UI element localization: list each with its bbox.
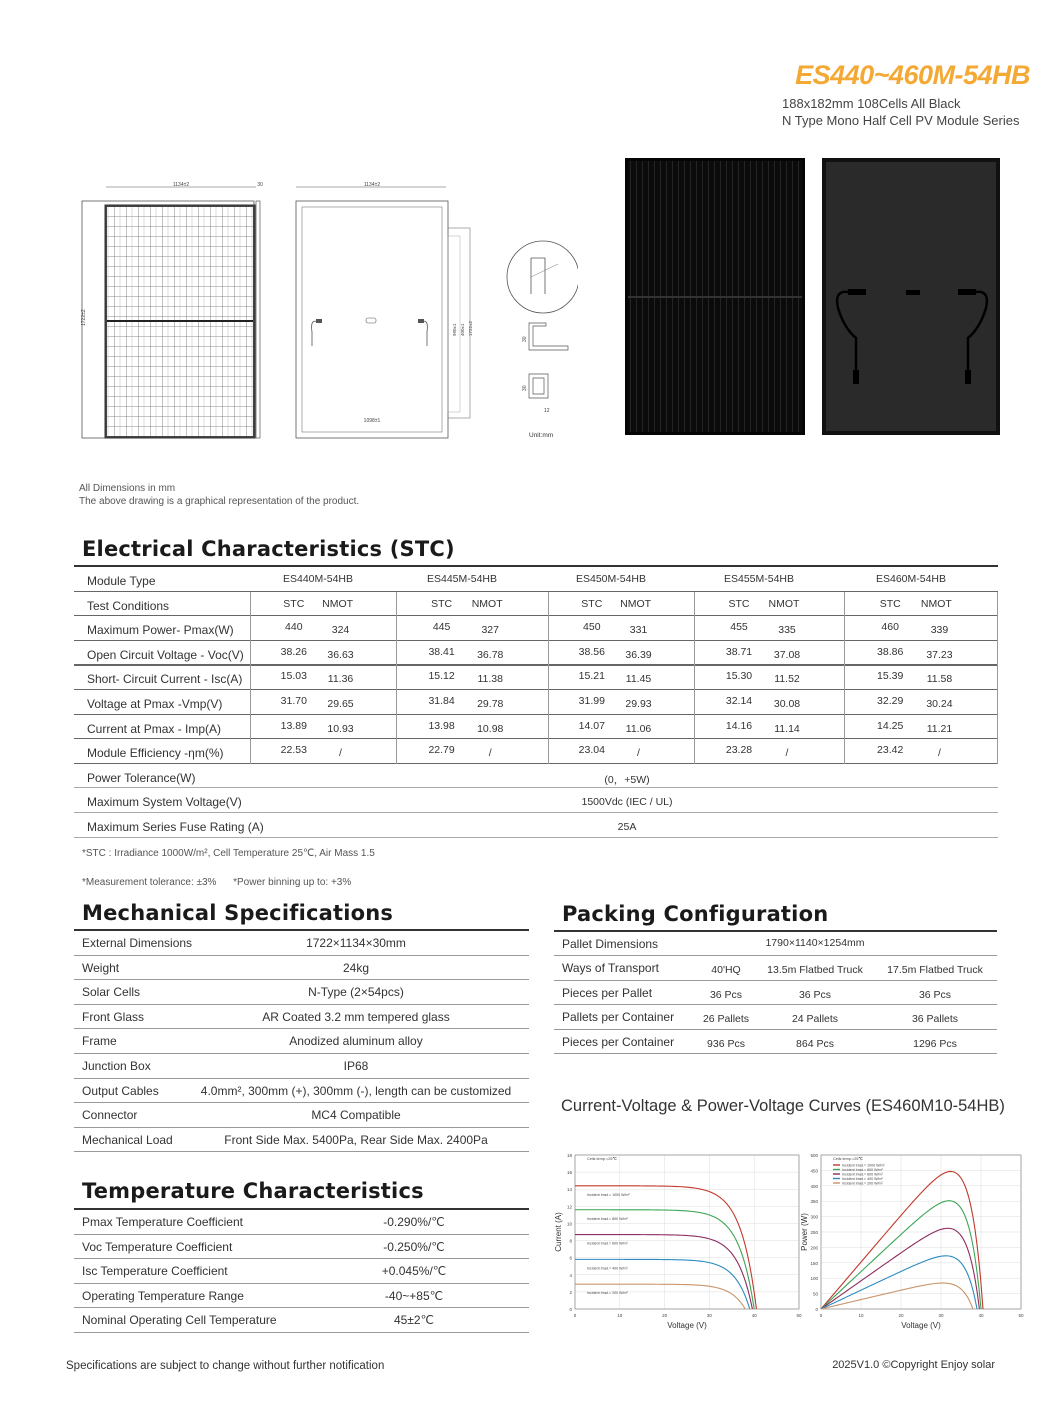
table-row-divider [74, 837, 998, 838]
packing-title: Packing Configuration [562, 902, 829, 926]
table-row-divider [554, 980, 997, 981]
temperature-title: Temperature Characteristics [82, 1179, 424, 1203]
row-value: MC4 Compatible [311, 1108, 401, 1123]
table-row-divider [554, 1004, 997, 1005]
stc-header: STC [728, 597, 750, 610]
table-column-divider [396, 592, 397, 764]
stc-value: 38.56 [578, 645, 605, 658]
y-tick-label: 400 [810, 1183, 818, 1189]
stc-value: 15.21 [578, 670, 605, 683]
profile-12: 12 [544, 408, 550, 414]
x-tick-label: 10 [617, 1313, 623, 1318]
span-value: 25A [617, 821, 637, 833]
x-axis-label: Voltage (V) [901, 1321, 941, 1330]
stc-value: 15.12 [428, 670, 455, 683]
nmot-value: 36.63 [327, 648, 354, 661]
series-line [575, 1284, 745, 1309]
stc-value: 13.89 [280, 719, 307, 732]
y-tick-label: 12 [566, 1204, 572, 1210]
nmot-value: 10.98 [477, 722, 504, 735]
nmot-value: 29.93 [625, 698, 652, 710]
x-tick-label: 30 [938, 1313, 944, 1318]
row-value: 36 Pcs [918, 988, 952, 1001]
table-row-divider [74, 640, 998, 641]
y-tick-label: 4 [569, 1272, 572, 1278]
y-tick-label: 200 [810, 1245, 818, 1251]
curves-title: Current-Voltage & Power-Voltage Curves (ES460M10-54HB) [561, 1097, 1005, 1115]
stc-value: 31.84 [428, 695, 455, 707]
table-row-divider [74, 763, 998, 764]
rear-photo [822, 158, 1000, 435]
profile-30a: 30 [522, 336, 528, 342]
x-tick-label: 40 [978, 1313, 984, 1318]
legend-label: Incident Irrad.= 200 W/m² [842, 1181, 883, 1186]
y-tick-label: 14 [566, 1187, 572, 1193]
footer-copyright: 2025V1.0 ©Copyright Enjoy solar [832, 1359, 995, 1371]
series-label: Incident Irrad.= 800 W/m² [587, 1216, 628, 1221]
row-value: -0.250%/℃ [383, 1239, 445, 1254]
nmot-value: 10.93 [327, 722, 354, 735]
y-tick-label: 250 [810, 1230, 818, 1235]
series-line [821, 1171, 983, 1309]
x-tick-label: 50 [796, 1313, 802, 1318]
nmot-value: 11.58 [926, 673, 953, 686]
row-value: Anodized aluminum alloy [289, 1034, 423, 1049]
stc-header: STC [879, 597, 901, 610]
row-value: -0.290%/℃ [383, 1215, 445, 1229]
nmot-value: / [938, 747, 941, 760]
y-tick-label: 350 [810, 1199, 818, 1205]
nmot-value: 30.08 [773, 698, 801, 710]
profile-30b: 30 [522, 385, 528, 391]
row-label: Pieces per Pallet [562, 985, 653, 1000]
stc-value: 455 [730, 621, 748, 634]
nmot-value: 36.39 [625, 648, 652, 661]
row-label: Front Glass [82, 1009, 145, 1024]
x-tick-label: 0 [573, 1313, 577, 1318]
row-label-test-conditions: Test Conditions [87, 598, 170, 613]
model-title: ES440~460M-54HB [795, 60, 1030, 90]
y-axis-label: Power (W) [800, 1213, 809, 1251]
span-value: 1500Vdc (IEC / UL) [581, 796, 673, 809]
model-name: ES460M-54HB [875, 573, 947, 585]
row-label: Mechanical Load [82, 1132, 173, 1147]
row-value: 1722×1134×30mm [306, 936, 406, 950]
stc-value: 31.99 [578, 695, 605, 707]
y-tick-label: 2 [569, 1289, 572, 1295]
y-tick-label: 50 [812, 1291, 818, 1297]
stc-value: 14.07 [578, 719, 605, 732]
electrical-title: Electrical Characteristics (STC) [82, 537, 455, 561]
table-column-divider [250, 592, 251, 764]
row-value: N-Type (2×54pcs) [308, 985, 404, 1000]
row-value: IP68 [343, 1059, 369, 1073]
y-tick-label: 100 [810, 1276, 818, 1282]
x-tick-label: 0 [819, 1313, 823, 1318]
nmot-value: / [785, 747, 789, 760]
row-label: Voc Temperature Coefficient [82, 1239, 233, 1254]
dim-a: 990±1 [452, 323, 457, 336]
nmot-value: 30.24 [926, 698, 953, 710]
row-value: 40'HQ [711, 964, 741, 977]
mechanical-title: Mechanical Specifications [82, 901, 394, 925]
stc-value: 15.39 [877, 670, 904, 683]
stc-value: 14.25 [877, 719, 904, 732]
stc-value: 38.86 [877, 645, 904, 658]
table-row-divider [74, 1078, 529, 1079]
nmot-value: 29.78 [477, 698, 504, 710]
nmot-value: 29.65 [327, 698, 354, 710]
nmot-value: / [637, 747, 640, 760]
note-stc: *STC : Irradiance 1000W/m², Cell Temperature 25℃, Air Mass 1.5 [82, 848, 375, 859]
row-label: Nominal Operating Cell Temperature [82, 1313, 277, 1328]
row-value: 45±2℃ [393, 1313, 435, 1328]
subtitle-cells: 188x182mm 108Cells All Black [782, 96, 961, 111]
row-label: Ways of Transport [562, 961, 659, 976]
chart-annotation: Cells temp.=25℃ [587, 1157, 617, 1161]
stc-value: 31.70 [280, 695, 307, 707]
table-row-divider [74, 689, 998, 690]
y-tick-label: 16 [566, 1170, 572, 1176]
model-name: ES450M-54HB [575, 573, 647, 585]
series-line [821, 1256, 977, 1309]
mechanical-table [74, 931, 529, 1153]
stc-value: 460 [881, 621, 899, 634]
table-row-divider [74, 1258, 529, 1259]
nmot-value: 335 [778, 624, 796, 637]
nmot-value: 324 [331, 624, 350, 637]
nmot-value: 11.14 [774, 722, 800, 735]
x-tick-label: 20 [662, 1313, 668, 1318]
subtitle-series: N Type Mono Half Cell PV Module Series [782, 113, 1020, 128]
model-name: ES440M-54HB [282, 573, 354, 585]
table-row-divider [74, 1283, 529, 1284]
nmot-value: 11.38 [477, 673, 503, 686]
row-label: Pallet Dimensions [562, 937, 659, 951]
dim-height-front: 1722±2 [81, 309, 87, 326]
stc-value: 23.28 [725, 744, 753, 757]
row-label: External Dimensions [82, 936, 193, 950]
legend-label: Incident Irrad.= 400 W/m² [842, 1176, 883, 1181]
table-column-divider [548, 592, 549, 764]
table-row-divider [74, 664, 998, 665]
stc-value: 22.79 [428, 744, 455, 757]
row-value: 13.5m Flatbed Truck [767, 964, 863, 977]
row-label: Pallets per Container [562, 1010, 675, 1025]
row-label: Isc Temperature Coefficient [82, 1264, 228, 1279]
stc-value: 23.42 [877, 744, 904, 757]
note-dimensions: All Dimensions in mm [79, 483, 176, 494]
row-value: 36 Pallets [911, 1013, 959, 1026]
stc-value: 14.16 [725, 719, 753, 732]
stc-header: STC [581, 597, 603, 610]
row-value: +0.045%/℃ [381, 1264, 447, 1279]
model-name: ES455M-54HB [723, 573, 795, 585]
series-line [821, 1228, 979, 1309]
stc-value: 22.53 [280, 744, 307, 757]
row-value: 1790×1140×1254mm [765, 937, 865, 949]
table-row-divider [74, 1332, 529, 1333]
stc-value: 38.71 [725, 645, 753, 658]
x-tick-label: 30 [706, 1313, 712, 1318]
row-label: Connector [82, 1108, 138, 1123]
nmot-value: / [339, 747, 342, 760]
row-label: Frame [82, 1034, 117, 1049]
dim-width-front: 1134±2 [172, 182, 190, 188]
row-label: Power Tolerance(W) [87, 770, 196, 785]
row-value: 36 Pcs [709, 988, 743, 1001]
y-tick-label: 10 [566, 1221, 572, 1227]
x-tick-label: 10 [858, 1313, 864, 1318]
row-label: Operating Temperature Range [82, 1288, 244, 1303]
nmot-value: / [488, 747, 492, 760]
series-line [575, 1235, 752, 1309]
y-tick-label: 450 [810, 1168, 818, 1174]
table-column-divider [997, 592, 998, 764]
x-tick-label: 50 [1018, 1313, 1024, 1318]
x-axis-label: Voltage (V) [667, 1321, 707, 1330]
stc-value: 445 [432, 621, 451, 634]
front-photo [625, 158, 805, 435]
dim-b: 400±1 [460, 323, 465, 336]
nmot-value: 37.08 [773, 648, 801, 661]
nmot-header: NMOT [768, 597, 800, 610]
temperature-table [74, 1210, 529, 1334]
row-label: Weight [82, 960, 120, 975]
stc-value: 32.14 [725, 695, 753, 707]
table-row-divider [74, 787, 998, 788]
stc-value: 440 [285, 621, 303, 634]
row-label: Solar Cells [82, 985, 141, 1000]
row-value: Front Side Max. 5400Pa, Rear Side Max. 2400Pa [224, 1132, 488, 1147]
nmot-value: 339 [930, 624, 949, 637]
table-row-divider [74, 1151, 529, 1152]
model-name: ES445M-54HB [426, 573, 498, 585]
row-label: Short- Circuit Current - Isc(A) [87, 672, 243, 687]
table-column-divider [844, 592, 845, 764]
row-value: 864 Pcs [796, 1037, 834, 1050]
table-row-divider [554, 1053, 997, 1054]
row-label: Maximum System Voltage(V) [87, 795, 242, 810]
table-row-divider [74, 591, 998, 592]
stc-value: 13.98 [428, 719, 455, 732]
stc-header: STC [431, 597, 453, 610]
row-value: 24 Pallets [791, 1013, 839, 1026]
stc-value: 38.26 [280, 645, 307, 658]
legend-label: Incident Irrad.= 600 W/m² [842, 1172, 883, 1177]
x-tick-label: 40 [751, 1313, 757, 1318]
table-row-divider [74, 1234, 529, 1235]
dim-c: 1722±2 [468, 321, 473, 336]
nmot-value: 331 [629, 624, 648, 637]
row-value: -40~+85℃ [384, 1288, 444, 1303]
legend-label: Incident Irrad.= 800 W/m² [842, 1167, 883, 1172]
series-label: Incident Irrad.= 1000 W/m² [587, 1192, 630, 1197]
nmot-value: 37.23 [926, 648, 953, 661]
nmot-value: 36.78 [477, 648, 504, 661]
row-label: Open Circuit Voltage - Voc(V) [87, 647, 244, 662]
nmot-value: 11.36 [327, 673, 354, 686]
row-label-module-type: Module Type [87, 574, 156, 588]
row-label: Current at Pmax - Imp(A) [87, 721, 222, 736]
stc-value: 15.30 [725, 670, 753, 683]
nmot-header: NMOT [920, 597, 952, 610]
y-tick-label: 8 [569, 1238, 572, 1244]
row-label: Pieces per Container [562, 1034, 675, 1049]
technical-drawing [78, 176, 578, 446]
table-row-divider [74, 714, 998, 715]
row-value: 1296 Pcs [913, 1037, 957, 1050]
y-tick-label: 18 [566, 1153, 572, 1158]
dim-mount: 1098±1 [363, 418, 381, 424]
nmot-header: NMOT [471, 597, 503, 610]
y-tick-label: 6 [569, 1255, 572, 1261]
table-row-divider [74, 955, 529, 956]
span-value: (0，+5W) [604, 773, 650, 786]
y-tick-label: 300 [810, 1214, 818, 1220]
stc-value: 38.41 [428, 645, 455, 658]
y-tick-label: 500 [810, 1153, 818, 1158]
nmot-value: 11.06 [625, 722, 652, 735]
packing-table [554, 932, 997, 1057]
nmot-header: NMOT [620, 597, 652, 610]
row-label: Voltage at Pmax -Vmp(V) [87, 697, 223, 711]
legend-label: Incident Irrad.= 1000 W/m² [842, 1163, 885, 1168]
table-row-divider [74, 812, 998, 813]
row-value: 24kg [342, 960, 370, 975]
table-row-divider [74, 1053, 529, 1054]
row-label: Pmax Temperature Coefficient [82, 1215, 243, 1229]
table-row-divider [74, 1102, 529, 1103]
y-tick-label: 0 [569, 1307, 572, 1312]
series-label: Incident Irrad.= 200 W/m² [587, 1291, 628, 1296]
unit-label: Unit:mm [529, 432, 554, 439]
chart-annotation: Cells temp.=25℃ [833, 1157, 863, 1161]
table-row-divider [554, 955, 997, 956]
row-label: Maximum Series Fuse Rating (A) [87, 820, 264, 834]
table-row-divider [74, 1127, 529, 1128]
stc-header: STC [283, 597, 305, 610]
nmot-value: 327 [481, 624, 499, 637]
dim-depth: 30 [257, 182, 263, 188]
series-line [821, 1283, 973, 1309]
y-tick-label: 150 [810, 1260, 818, 1266]
table-row-divider [74, 1028, 529, 1029]
table-row-divider [74, 979, 529, 980]
row-value: 26 Pallets [702, 1013, 750, 1026]
nmot-value: 11.45 [625, 673, 652, 686]
y-tick-label: 0 [815, 1307, 818, 1312]
row-value: 936 Pcs [707, 1037, 745, 1050]
row-value: 17.5m Flatbed Truck [887, 964, 983, 977]
electrical-table [74, 567, 998, 834]
row-label: Module Efficiency -ηm(%) [87, 746, 224, 761]
series-label: Incident Irrad.= 400 W/m² [587, 1266, 628, 1271]
x-tick-label: 20 [898, 1313, 904, 1318]
table-row-divider [74, 1004, 529, 1005]
table-row-divider [74, 615, 998, 616]
plot-frame [575, 1155, 799, 1309]
stc-value: 15.03 [280, 670, 307, 683]
row-value: AR Coated 3.2 mm tempered glass [262, 1009, 450, 1024]
nmot-value: 11.52 [774, 673, 800, 686]
series-label: Incident Irrad.= 600 W/m² [587, 1241, 628, 1246]
row-label: Output Cables [82, 1083, 159, 1098]
row-label: Junction Box [82, 1059, 151, 1073]
stc-value: 32.29 [877, 695, 904, 707]
note-representation: The above drawing is a graphical representation of the product. [79, 496, 360, 507]
dim-width-rear: 1134±2 [363, 182, 381, 188]
table-row-divider [74, 738, 998, 739]
nmot-header: NMOT [322, 597, 354, 610]
note-tolerance: *Measurement tolerance: ±3% *Power binning up to: +3% [82, 877, 352, 888]
table-column-divider [694, 592, 695, 764]
y-axis-label: Current (A) [554, 1212, 563, 1252]
table-row-divider [554, 1029, 997, 1030]
iv-chart [553, 1147, 803, 1332]
table-row-divider [74, 1307, 529, 1308]
nmot-value: 11.21 [926, 722, 953, 735]
row-value: 36 Pcs [798, 988, 832, 1001]
row-label: Maximum Power- Pmax(W) [87, 623, 234, 638]
row-value: 4.0mm², 300mm (+), 300mm (-), length can be customized [200, 1083, 512, 1098]
pv-chart [795, 1147, 1025, 1332]
stc-value: 23.04 [578, 744, 605, 757]
footer-note: Specifications are subject to change without further notification [66, 1360, 385, 1372]
stc-value: 450 [583, 621, 601, 634]
